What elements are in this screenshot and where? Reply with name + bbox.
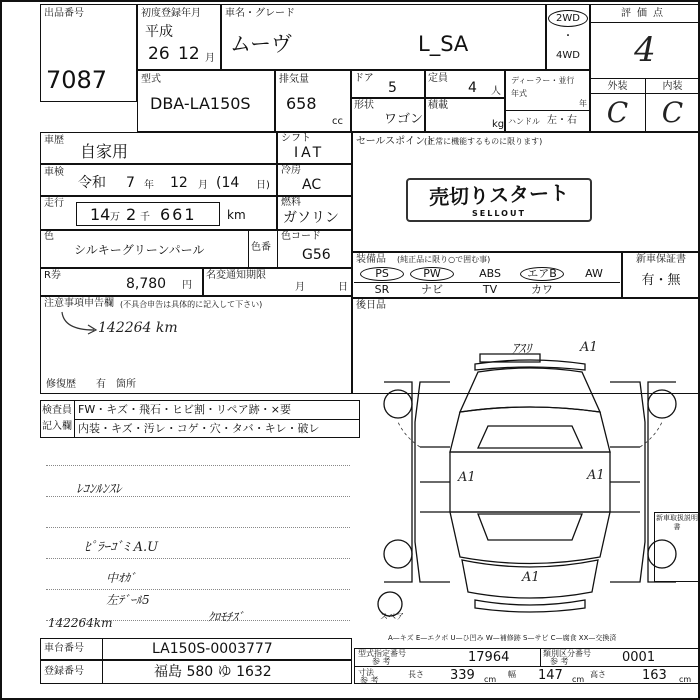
drive-4wd: 4WD bbox=[556, 50, 580, 61]
equipment-item: SR bbox=[374, 283, 390, 296]
sales-label: セールスポイント bbox=[356, 136, 436, 147]
car-diagram bbox=[360, 342, 700, 632]
recycle-value: 8,780 bbox=[126, 276, 167, 292]
inspection-day-unit: 日) bbox=[256, 180, 270, 191]
aircon-value: AC bbox=[302, 177, 322, 193]
score-interior: C bbox=[661, 96, 684, 129]
mileage-rest: 661 bbox=[160, 205, 197, 224]
length-label: 長さ bbox=[408, 670, 424, 679]
dim-sub: 参 考 bbox=[360, 676, 379, 685]
type-label: 型式 bbox=[141, 74, 161, 85]
aircon-label: 冷房 bbox=[281, 165, 301, 176]
capacity-value: 4 bbox=[468, 80, 477, 96]
height-unit: cm bbox=[679, 675, 692, 684]
width-label: 幅 bbox=[508, 670, 516, 679]
width-unit: cm bbox=[572, 675, 585, 684]
checker-row2: 内装・キズ・汚レ・コゲ・穴・タバ・キレ・破レ bbox=[78, 422, 320, 435]
registration-month: 12 bbox=[178, 44, 200, 64]
plate-label: 登録番号 bbox=[44, 666, 84, 677]
doors-label: ドア bbox=[354, 73, 374, 84]
fuel-value: ガソリン bbox=[283, 210, 339, 226]
vin-label: 車台番号 bbox=[44, 643, 84, 654]
score-interior-label: 内装 bbox=[662, 81, 683, 92]
lot-number: 7087 bbox=[46, 66, 108, 94]
history-label: 車歴 bbox=[44, 135, 64, 146]
model-grade: L_SA bbox=[418, 32, 469, 56]
mileage-sen: 2 bbox=[126, 205, 137, 224]
displacement-label: 排気量 bbox=[279, 74, 309, 85]
equipment-item: ナビ bbox=[421, 283, 443, 296]
inspection-month: 12 bbox=[170, 175, 188, 191]
displacement-value: 658 bbox=[286, 94, 317, 113]
arrow-icon bbox=[60, 310, 100, 338]
equipment-item: エアB bbox=[520, 267, 564, 281]
diagram-front-code: A1 bbox=[580, 340, 598, 355]
handnote-1: ﾚｺﾝﾙﾝｽﾚ bbox=[76, 482, 122, 497]
inspection-box bbox=[40, 164, 277, 196]
model-label: 車名・グレード bbox=[225, 8, 295, 19]
recycle-box bbox=[40, 268, 203, 296]
manual-label: 新車取扱説明書 bbox=[656, 514, 698, 531]
lot-label: 出品番号 bbox=[44, 8, 84, 19]
registration-year: 26 bbox=[148, 44, 170, 64]
repair-value2: 箇所 bbox=[116, 379, 136, 390]
shift-label: シフト bbox=[281, 133, 311, 144]
body-value: ワゴン bbox=[384, 112, 424, 127]
equipment-item: TV bbox=[482, 283, 498, 296]
dealer-year-unit: 年 bbox=[579, 99, 587, 108]
load-label: 積載 bbox=[428, 100, 448, 111]
drive-2wd: 2WD bbox=[548, 10, 588, 27]
inspection-year-unit: 年 bbox=[144, 180, 154, 191]
color-value: シルキーグリーンパール bbox=[74, 243, 205, 257]
equipment-item: PS bbox=[360, 267, 404, 281]
transfer-label: 名変通知期限 bbox=[206, 270, 266, 281]
score-exterior-label: 外装 bbox=[607, 81, 628, 92]
score-total: 4 bbox=[634, 30, 656, 70]
sellout-stamp-text: 売切りスタート bbox=[428, 180, 570, 210]
mileage-man: 14 bbox=[90, 205, 111, 224]
height-value: 163 bbox=[642, 668, 667, 683]
handle-value: 左・右 bbox=[547, 115, 577, 126]
color-code: G56 bbox=[302, 247, 331, 263]
checker-label1: 検査員 bbox=[42, 405, 72, 416]
warranty-value: 有・無 bbox=[641, 273, 681, 288]
doors-value: 5 bbox=[388, 80, 397, 96]
handnote-2: ﾋﾟﾗｰｺﾞﾐ A.U bbox=[84, 540, 159, 555]
diagram-rear-code: A1 bbox=[522, 570, 540, 585]
drive-dot: ・ bbox=[563, 31, 573, 42]
length-value: 339 bbox=[450, 668, 475, 683]
equipment-sub: (純正品に限り○で囲む事) bbox=[397, 255, 491, 264]
capacity-unit: 人 bbox=[491, 86, 501, 97]
mileage-unit: km bbox=[227, 208, 246, 222]
notes-label: 注意事項申告欄 bbox=[44, 298, 114, 309]
transfer-month: 月 bbox=[295, 282, 305, 293]
capacity-label: 定員 bbox=[428, 73, 448, 84]
equipment-item: カワ bbox=[531, 283, 553, 296]
inspection-month-unit: 月 bbox=[198, 180, 208, 191]
inspection-day: (14 bbox=[216, 175, 240, 191]
history-box bbox=[40, 132, 277, 164]
checker-label2: 記入欄 bbox=[42, 421, 72, 432]
spare-label: スペア bbox=[380, 612, 404, 621]
dealer-year-label: 年式 bbox=[511, 89, 527, 98]
handnote-4: 左ﾃﾞｰﾙ5 bbox=[106, 593, 150, 607]
body-label: 形状 bbox=[354, 100, 374, 111]
color-code-label: 色コード bbox=[281, 231, 321, 242]
model-name: ムーヴ bbox=[230, 32, 292, 56]
equipment-item: ABS bbox=[479, 267, 501, 280]
recycle-label: R券 bbox=[44, 270, 61, 281]
color-label: 色 bbox=[44, 231, 54, 242]
handle-label: ハンドル bbox=[508, 117, 540, 126]
equipment-label: 装備品 bbox=[356, 254, 386, 265]
sales-sub: (正常に機能するものに限ります) bbox=[424, 137, 543, 146]
mileage-sen-unit: 千 bbox=[140, 212, 150, 223]
shift-value: IAT bbox=[294, 145, 325, 161]
registration-label: 初度登録年月 bbox=[141, 8, 201, 19]
checker-row1: FW・キズ・飛石・ヒビ割・リペア跡・×要 bbox=[78, 403, 291, 416]
color-no-label: 色番 bbox=[251, 242, 271, 253]
spec-value: 17964 bbox=[468, 650, 510, 665]
vin-value: LA150S-0003777 bbox=[152, 641, 273, 657]
score-label: 評価点 bbox=[621, 8, 669, 19]
dealer-label: ディーラー・並行 bbox=[511, 76, 575, 85]
diagram-right-code: A1 bbox=[587, 468, 605, 483]
spec-class-label: 類別区分番号 bbox=[543, 649, 591, 658]
warranty-label: 新車保証書 bbox=[636, 254, 686, 265]
height-label: 高さ bbox=[590, 670, 606, 679]
length-unit: cm bbox=[484, 675, 497, 684]
spec-class-sub: 参 考 bbox=[550, 657, 569, 666]
transfer-day: 日 bbox=[338, 282, 348, 293]
mileage-label: 走行 bbox=[44, 198, 64, 209]
fuel-label: 燃料 bbox=[281, 197, 301, 208]
recycle-unit: 円 bbox=[182, 280, 192, 291]
import-label: 後日品 bbox=[356, 300, 386, 311]
equipment-item: PW bbox=[410, 267, 454, 281]
history-value: 自家用 bbox=[80, 142, 129, 161]
damage-legend: A—キズ E—エクボ U—ひ凹み W—補修跡 S—サビ C—腐食 XX—交換済 bbox=[388, 634, 617, 642]
mileage-man-unit: 万 bbox=[110, 212, 120, 223]
inspection-era: 令和 bbox=[78, 175, 106, 191]
handnote-6: ｸﾛﾓﾁｽﾞ bbox=[208, 610, 245, 624]
inspection-label: 車検 bbox=[44, 167, 64, 178]
registration-month-unit: 月 bbox=[205, 53, 215, 64]
equipment-divider bbox=[354, 282, 620, 283]
handnote-3: 中ｵｶﾞ bbox=[106, 571, 137, 585]
spec-sub: 参 考 bbox=[372, 657, 391, 666]
plate-value: 福島 580 ゆ 1632 bbox=[154, 664, 272, 680]
diagram-left-code: A1 bbox=[458, 470, 476, 485]
repair-value: 有 bbox=[96, 379, 106, 390]
notes-handwritten: 142264 km bbox=[98, 320, 178, 336]
inspection-year: 7 bbox=[126, 175, 135, 191]
registration-era: 平成 bbox=[145, 24, 173, 40]
spec-label: 型式指定番号 bbox=[358, 649, 406, 658]
sellout-stamp-sub: SELLOUT bbox=[472, 209, 526, 218]
type-value: DBA-LA150S bbox=[150, 94, 251, 113]
displacement-unit: cc bbox=[332, 116, 343, 127]
handnote-5: 142264km bbox=[48, 616, 113, 630]
repair-label: 修復歴 bbox=[46, 379, 76, 390]
equipment-item: AW bbox=[585, 267, 603, 280]
load-unit: kg bbox=[492, 119, 505, 130]
notes-sub: (不具合申告は具体的に記入して下さい) bbox=[120, 300, 263, 309]
diagram-front-note: ｱｽﾘ bbox=[512, 342, 532, 357]
width-value: 147 bbox=[538, 668, 563, 683]
dim-label: 寸法 bbox=[358, 668, 374, 677]
score-exterior: C bbox=[606, 96, 629, 129]
spec-class-value: 0001 bbox=[622, 650, 656, 665]
